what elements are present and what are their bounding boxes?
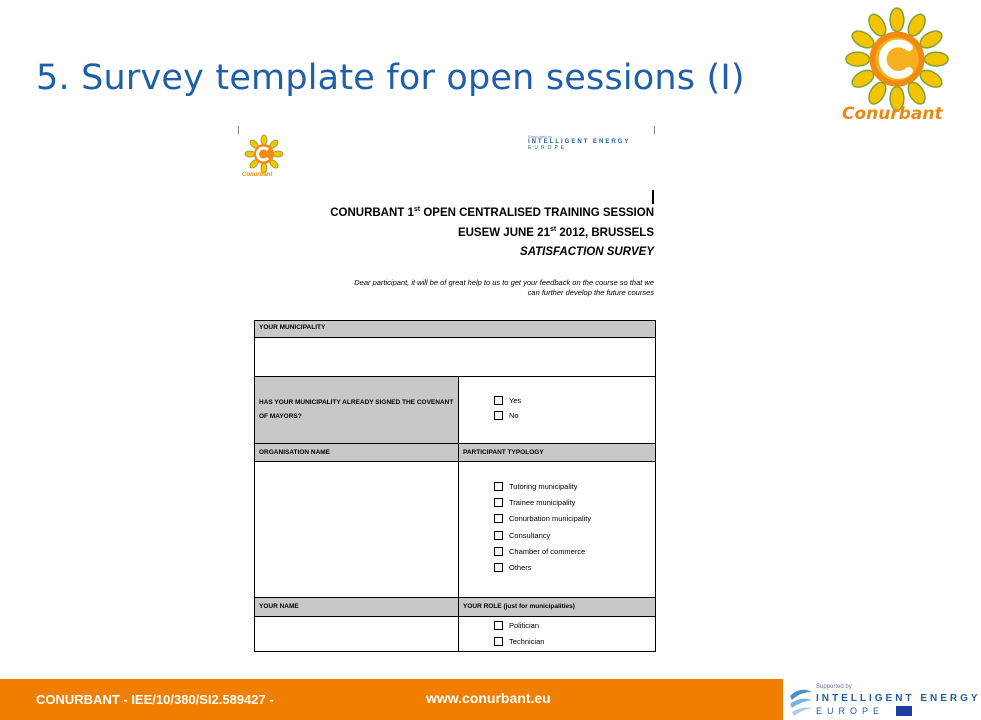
doc-intro-text: Dear participant, it will be of great help to us to get your feedback on the course so that we can further develop the future courses	[354, 278, 654, 297]
text-cursor	[652, 190, 654, 204]
organisation-field[interactable]	[254, 461, 459, 598]
iee-logo: Supported by INTELLIGENT ENERGY EUROPE	[788, 684, 958, 718]
doc-heading-event: EUSEW JUNE 21st 2012, BRUSSELS	[457, 226, 654, 239]
checkbox-icon[interactable]	[494, 514, 503, 523]
eu-flag-icon	[896, 706, 912, 716]
doc-heading-survey: SATISFACTION SURVEY	[520, 246, 654, 258]
municipality-field[interactable]	[254, 337, 656, 377]
checkbox-icon[interactable]	[494, 547, 503, 556]
logo-wordmark: Conurbant	[842, 104, 943, 124]
name-header: YOUR NAME	[254, 597, 459, 617]
checkbox-icon[interactable]	[494, 531, 503, 540]
typology-header: PARTICIPANT TYPOLOGY	[458, 443, 656, 462]
slide-title: 5. Survey template for open sessions (I)	[36, 58, 745, 98]
covenant-answer-cell	[458, 376, 656, 444]
survey-document	[236, 126, 658, 654]
iee-swirl-icon	[788, 686, 814, 716]
checkbox-icon[interactable]	[494, 563, 503, 572]
doc-iee-logo: Supported by INTELLIGENT ENERGY EUROPE	[528, 134, 631, 151]
checkbox-icon[interactable]	[494, 637, 503, 646]
typology-option[interactable]: Conurbation municipality	[494, 514, 591, 523]
checkbox-icon[interactable]	[494, 621, 503, 630]
checkbox-icon[interactable]	[494, 498, 503, 507]
organisation-header: ORGANISATION NAME	[254, 443, 459, 462]
municipality-header: YOUR MUNICIPALITY	[254, 320, 656, 338]
role-header: YOUR ROLE (just for municipalities)	[458, 597, 656, 617]
role-option-politician[interactable]: Politician	[494, 621, 539, 630]
typology-option[interactable]: Tutoring municipality	[494, 482, 578, 491]
doc-heading-session: CONURBANT 1st OPEN CENTRALISED TRAINING SESSION	[330, 206, 654, 219]
footer-website-link[interactable]: www.conurbant.eu	[426, 690, 551, 706]
checkbox-icon[interactable]	[494, 482, 503, 491]
checkbox-icon[interactable]	[494, 411, 503, 420]
covenant-option-no[interactable]: No	[494, 411, 519, 420]
role-cell	[458, 616, 656, 652]
covenant-question: HAS YOUR MUNICIPALITY ALREADY SIGNED THE COVENANT OF MAYORS?	[254, 376, 459, 444]
typology-option[interactable]: Chamber of commerce	[494, 547, 585, 556]
typology-option[interactable]: Others	[494, 563, 532, 572]
typology-option[interactable]: Consultancy	[494, 531, 550, 540]
covenant-option-yes[interactable]: Yes	[494, 396, 521, 405]
name-field[interactable]	[254, 616, 459, 652]
typology-option[interactable]: Trainee municipality	[494, 498, 575, 507]
footer-project-code: CONURBANT - IEE/10/380/SI2.589427 -	[36, 692, 274, 707]
doc-logo-wordmark: Conurbant	[242, 172, 273, 178]
checkbox-icon[interactable]	[494, 396, 503, 405]
role-option-technician[interactable]: Technician	[494, 637, 544, 646]
